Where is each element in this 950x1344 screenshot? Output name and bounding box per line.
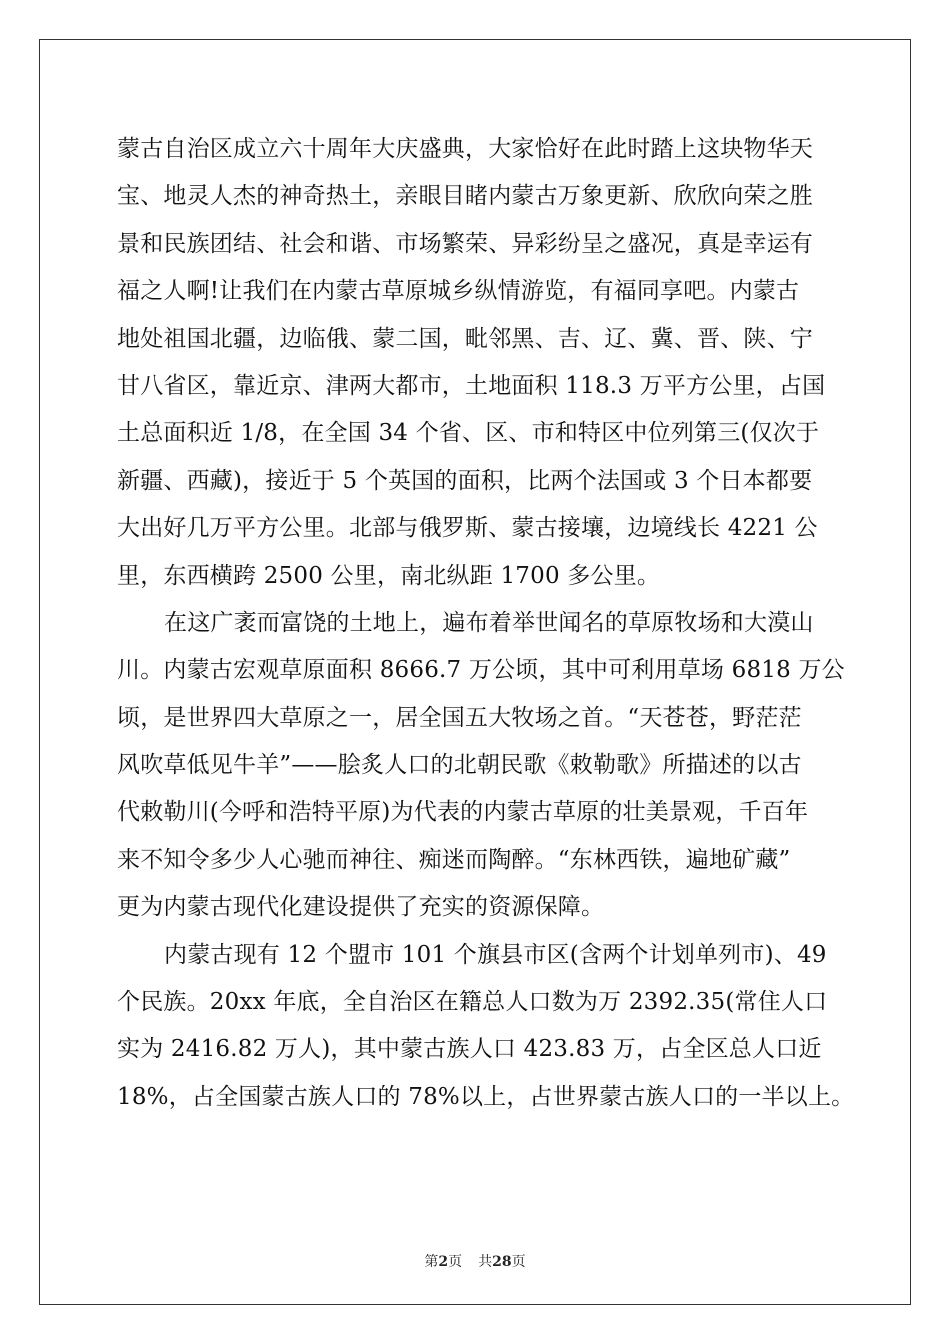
total-suffix: 页 — [511, 1254, 526, 1270]
text-line: 川。内蒙古宏观草原面积 8666.7 万公顷，其中可利用草场 6818 万公 — [117, 657, 845, 684]
text-line: 顷，是世界四大草原之一，居全国五大牧场之首。“天苍苍，野茫茫 — [117, 704, 802, 731]
text-line: 实为 2416.82 万人)，其中蒙古族人口 423.83 万，占全区总人口近 — [117, 1036, 822, 1063]
text-line: 代敕勒川(今呼和浩特平原)为代表的内蒙古草原的壮美景观，千百年 — [117, 799, 809, 826]
text-line: 蒙古自治区成立六十周年大庆盛典，大家恰好在此时踏上这块物华天 — [117, 136, 813, 162]
text-line: 景和民族团结、社会和谐、市场繁荣、异彩纷呈之盛况，真是幸运有 — [117, 230, 813, 257]
paragraph-3 — [117, 932, 855, 1122]
text-line: 来不知令多少人心驰而神往、痴迷而陶醉。“东林西铁，遍地矿藏” — [117, 846, 791, 873]
text-line: 甘八省区，靠近京、津两大都市，土地面积 118.3 万平方公里，占国 — [117, 372, 826, 399]
page-footer — [0, 1253, 950, 1271]
text-line: 个民族。20xx 年底，全自治区在籍总人口数为万 2392.35(常住人口 — [117, 989, 828, 1016]
page-prefix: 第 — [424, 1254, 439, 1270]
text-line: 内蒙古现有 12 个盟市 101 个旗县市区(含两个计划单列市)、49 — [164, 941, 827, 968]
total-prefix: 共 — [478, 1254, 493, 1270]
paragraph-1 — [117, 126, 837, 600]
text-line: 在这广袤而富饶的土地上，遍布着举世闻名的草原牧场和大漠山 — [164, 609, 814, 636]
text-line: 风吹草低见牛羊”——脍炙人口的北朝民歌《敕勒歌》所描述的以古 — [117, 752, 802, 779]
text-line: 福之人啊!让我们在内蒙古草原城乡纵情游览，有福同享吧。内蒙古 — [117, 278, 800, 305]
text-line: 里，东西横跨 2500 公里，南北纵距 1700 多公里。 — [117, 562, 661, 589]
current-page-number: 2 — [438, 1254, 449, 1270]
text-line: 大出好几万平方公里。北部与俄罗斯、蒙古接壤，边境线长 4221 公 — [117, 515, 818, 542]
page-suffix: 页 — [448, 1254, 463, 1270]
paragraph-2 — [117, 600, 845, 932]
document-body — [117, 126, 855, 1121]
total-page-count: 28 — [492, 1254, 512, 1270]
text-line: 土总面积近 1/8，在全国 34 个省、区、市和特区中位列第三(仅次于 — [117, 420, 820, 447]
text-line: 地处祖国北疆，边临俄、蒙二国，毗邻黑、吉、辽、冀、晋、陕、宁 — [117, 325, 813, 352]
text-line: 新疆、西藏)，接近于 5 个英国的面积，比两个法国或 3 个日本都要 — [117, 467, 813, 494]
text-line: 宝、地灵人杰的神奇热土，亲眼目睹内蒙古万象更新、欣欣向荣之胜 — [117, 183, 813, 210]
text-line: 18%，占全国蒙古族人口的 78%以上，占世界蒙古族人口的一半以上。 — [117, 1083, 855, 1110]
text-line: 更为内蒙古现代化建设提供了充实的资源保障。 — [117, 894, 605, 921]
